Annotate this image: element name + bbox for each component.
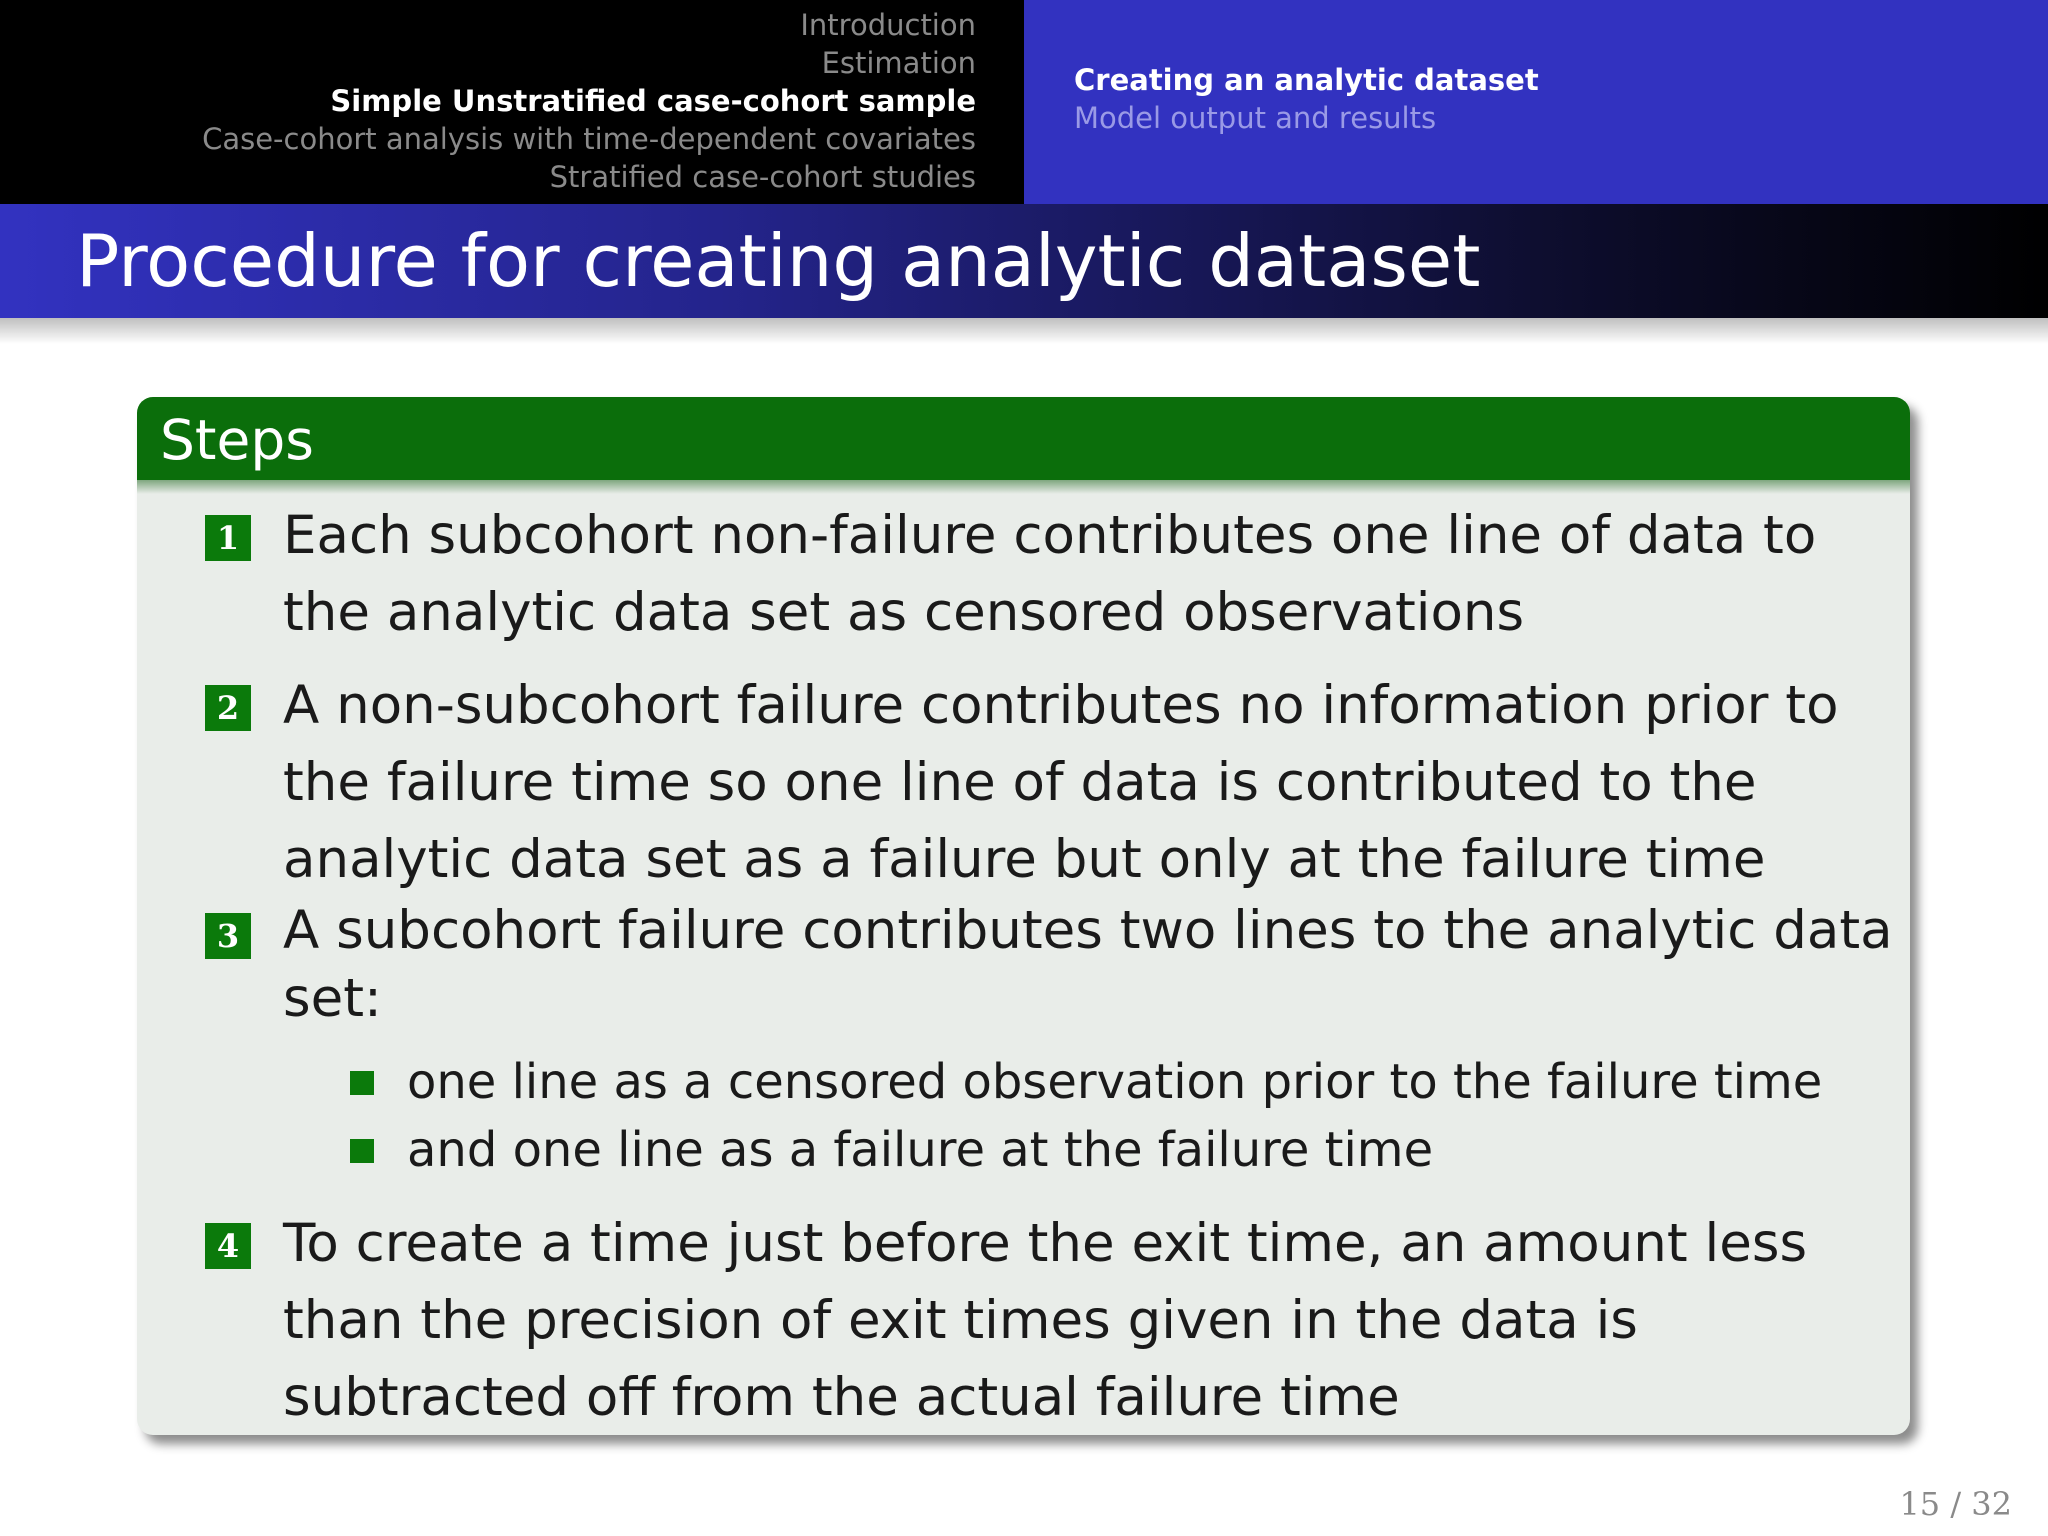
block-title: Steps [160, 408, 314, 472]
nav-section-estimation[interactable]: Estimation [821, 46, 976, 80]
nav-section-stratified[interactable]: Stratified case-cohort studies [549, 160, 976, 194]
block-header [137, 397, 1910, 480]
step-number-4: 4 [205, 1223, 251, 1269]
nav-section-simple-unstratified[interactable]: Simple Unstratified case-cohort sample [330, 84, 976, 118]
block-header-fade [137, 480, 1910, 494]
subsection-navigation [1024, 0, 2048, 204]
step-number-3: 3 [205, 913, 251, 959]
nav-section-time-dependent[interactable]: Case-cohort analysis with time-dependent covariates [202, 122, 976, 156]
nav-subsection-creating-dataset[interactable]: Creating an analytic dataset [1074, 63, 1539, 97]
bullet-text-1: one line as a censored observation prior to the failure time [407, 1054, 1823, 1110]
frame-title: Procedure for creating analytic dataset [76, 219, 1481, 303]
step-text-4: To create a time just before the exit time, an amount less than the precision of exit times given in the data is subtracted off from the actual failure time [283, 1213, 1808, 1428]
step-text-2: A non-subcohort failure contributes no information prior to the failure time so one line of data is contributed to the analytic data set as a failure but only at the failure time [283, 675, 1839, 890]
step-text-3: A subcohort failure contributes two lines to the analytic data set: [283, 900, 1893, 1029]
section-navigation [0, 0, 1024, 204]
section-list [202, 6, 976, 196]
nav-subsection-model-output[interactable]: Model output and results [1074, 101, 1437, 135]
bullet-text-2: and one line as a failure at the failure time [407, 1122, 1434, 1178]
page-number: 15 / 32 [1899, 1485, 2012, 1523]
bullet-square-icon [350, 1071, 374, 1095]
nav-section-introduction[interactable]: Introduction [800, 8, 976, 42]
title-shadow [0, 318, 2048, 344]
step-text-1: Each subcohort non-failure contributes one line of data to the analytic data set as censored observations [283, 505, 1817, 643]
subsection-list [1074, 61, 1539, 137]
bullet-square-icon [350, 1139, 374, 1163]
step-number-1: 1 [205, 515, 251, 561]
step-number-2: 2 [205, 685, 251, 731]
steps-block [137, 397, 1910, 1435]
